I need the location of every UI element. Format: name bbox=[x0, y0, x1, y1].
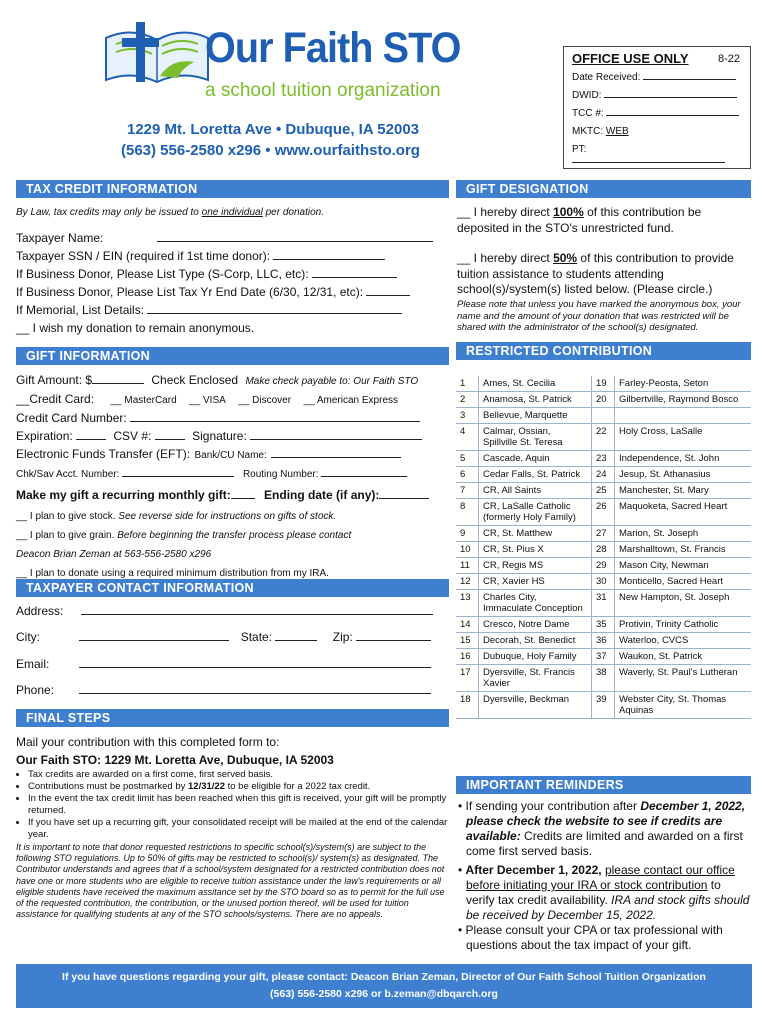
reminder-1-post: Credits are limited and awarded on a first come first served basis. bbox=[466, 829, 743, 858]
school-number: 10 bbox=[456, 542, 479, 558]
account-number-field[interactable] bbox=[122, 476, 234, 477]
business-type-row bbox=[16, 265, 436, 283]
account-number-label: Chk/Sav Acct. Number: bbox=[16, 469, 120, 480]
zip-label: Zip: bbox=[332, 630, 353, 644]
designation-row bbox=[456, 574, 751, 590]
school-name[interactable]: Mason City, Newman bbox=[615, 558, 752, 574]
org-name: Our Faith STO bbox=[205, 24, 461, 72]
email-row bbox=[16, 657, 431, 671]
reminder-1: • If sending your contribution after December 1, 2022, please check the website to see if credits are available: Credits are limited and awarded on a first come first served basis. bbox=[458, 799, 746, 858]
school-number: 15 bbox=[456, 633, 479, 649]
school-name[interactable]: Dubuque, Holy Family bbox=[479, 649, 592, 665]
designation-50[interactable] bbox=[457, 251, 749, 298]
school-number: 24 bbox=[592, 467, 615, 483]
designation-note: Please note that unless you have marked the anonymous box, your name and the amount of your donation that was restricted will be shared with the administrator of the school(s) designated. bbox=[457, 299, 741, 333]
school-number: 18 bbox=[456, 692, 479, 719]
school-number: 14 bbox=[456, 617, 479, 633]
address-row bbox=[16, 604, 433, 618]
ira-option[interactable]: __ I plan to donate using a required minimum distribution from my IRA. bbox=[16, 568, 329, 579]
gift-amount-field[interactable] bbox=[92, 383, 144, 384]
routing-number-label: Routing Number: bbox=[242, 469, 319, 480]
footer-bar bbox=[16, 964, 752, 1008]
org-address: 1229 Mt. Loretta Ave • Dubuque, IA 52003 bbox=[127, 121, 420, 138]
designation-row bbox=[456, 467, 751, 483]
reminder-2-underline: please contact our office before initiating your IRA or stock contribution bbox=[466, 863, 735, 892]
mail-address: Our Faith STO: 1229 Mt. Loretta Ave, Dubuque, IA 52003 bbox=[16, 753, 334, 767]
credit-card-option[interactable]: __Credit Card: bbox=[16, 392, 95, 406]
designation-row bbox=[456, 665, 751, 692]
school-number: 4 bbox=[456, 424, 479, 451]
mktc-label: MKTC: bbox=[572, 126, 604, 137]
designation-row bbox=[456, 451, 751, 467]
school-number: 7 bbox=[456, 483, 479, 499]
office-use-code: 8-22 bbox=[718, 53, 741, 65]
school-number: 19 bbox=[592, 376, 615, 392]
school-number: 6 bbox=[456, 467, 479, 483]
designation-100-pre: __ I hereby direct bbox=[457, 205, 554, 219]
memorial-row bbox=[16, 301, 436, 319]
designation-row bbox=[456, 499, 751, 526]
cc-number-field[interactable] bbox=[130, 421, 420, 422]
dwid-label: DWID: bbox=[572, 90, 602, 101]
school-number: 35 bbox=[592, 617, 615, 633]
reminder-2: • After December 1, 2022, please contact our office before initiating your IRA or stock contribution to verify tax credit availability. IRA and stock gifts should be received by December 15, 2022. bbox=[458, 863, 750, 922]
mktc-row bbox=[572, 126, 629, 137]
school-number: 13 bbox=[456, 590, 479, 617]
dwid-field[interactable] bbox=[604, 97, 737, 98]
phone-field[interactable] bbox=[79, 693, 431, 694]
pt-field[interactable] bbox=[572, 162, 725, 163]
restricted-heading: RESTRICTED CONTRIBUTION DESIGNATIONS bbox=[456, 342, 751, 360]
org-phone-web: (563) 556-2580 x296 • www.ourfaithsto.org bbox=[121, 142, 420, 159]
designation-row bbox=[456, 483, 751, 499]
tax-credit-heading: TAX CREDIT INFORMATION bbox=[16, 180, 449, 198]
csv-field[interactable] bbox=[155, 439, 185, 440]
final-bullet-3: • In the event the tax credit limit has been reached when this gift is received, your gift will be promptly returned. bbox=[28, 793, 448, 817]
gift-info-fields bbox=[16, 372, 442, 583]
taxpayer-name-field[interactable] bbox=[157, 241, 433, 242]
memorial-field[interactable] bbox=[147, 313, 402, 314]
date-received-field[interactable] bbox=[643, 79, 736, 80]
grain-option-label: __ I plan to give grain. bbox=[16, 530, 118, 541]
csv-label: CSV #: bbox=[113, 429, 152, 443]
school-name[interactable]: CR, St. Pius X bbox=[479, 542, 592, 558]
mail-instruction: Mail your contribution with this completed form to: bbox=[16, 735, 280, 749]
gift-amount-label: Gift Amount: $ bbox=[16, 373, 93, 387]
cc-number-label: Credit Card Number: bbox=[16, 411, 127, 425]
school-number: 3 bbox=[456, 408, 479, 424]
check-payable-note: Make check payable to: Our Faith STO bbox=[245, 376, 419, 387]
office-use-title: OFFICE USE ONLY bbox=[572, 51, 689, 66]
school-number: 22 bbox=[592, 424, 615, 451]
business-type-label: If Business Donor, Please List Type (S-Corp, LLC, etc): bbox=[16, 267, 309, 281]
school-name[interactable]: Anamosa, St. Patrick bbox=[479, 392, 592, 408]
visa-option[interactable]: __ VISA bbox=[189, 395, 226, 406]
school-name[interactable]: Webster City, St. Thomas Aquinas bbox=[615, 692, 752, 719]
business-year-row bbox=[16, 283, 436, 301]
grain-option[interactable] bbox=[16, 526, 442, 545]
reminder-1-bold: December 1, 2022, please check the website to see if credits are available: bbox=[466, 799, 746, 843]
school-name[interactable]: Marion, St. Joseph bbox=[615, 526, 752, 542]
footer-phone-email: (563) 556-2580 x296 or b.zeman@dbqarch.org bbox=[270, 988, 498, 1000]
school-name[interactable]: Cascade, Aquin bbox=[479, 451, 592, 467]
tcc-row bbox=[572, 108, 742, 119]
reminder-2-bold: After December 1, 2022, bbox=[465, 863, 602, 877]
school-name[interactable]: Gilbertville, Raymond Bosco bbox=[615, 392, 752, 408]
reminders-heading: IMPORTANT REMINDERS bbox=[456, 776, 751, 794]
designation-row bbox=[456, 590, 751, 617]
designation-row bbox=[456, 376, 751, 392]
school-name[interactable]: Dyersville, St. Francis Xavier bbox=[479, 665, 592, 692]
designation-row bbox=[456, 617, 751, 633]
dwid-row bbox=[572, 90, 742, 101]
signature-field[interactable] bbox=[250, 439, 422, 440]
recurring-gift-label: Make my gift a recurring monthly gift: bbox=[16, 488, 231, 502]
designation-row bbox=[456, 424, 751, 451]
school-number: 5 bbox=[456, 451, 479, 467]
tcc-field[interactable] bbox=[606, 115, 739, 116]
state-label: State: bbox=[240, 630, 273, 644]
grain-contact: Deacon Brian Zeman at 563-556-2580 x296 bbox=[16, 549, 212, 560]
designation-row bbox=[456, 649, 751, 665]
account-row bbox=[16, 465, 442, 485]
ssn-label: Taxpayer SSN / EIN (required if 1st time donor): bbox=[16, 249, 271, 263]
school-number: 12 bbox=[456, 574, 479, 590]
taxpayer-name-row bbox=[16, 229, 436, 247]
school-name[interactable]: Charles City, Immaculate Conception bbox=[479, 590, 592, 617]
check-enclosed-option[interactable]: Check Enclosed bbox=[151, 373, 239, 387]
ending-date-field[interactable] bbox=[379, 498, 429, 499]
law-note-pre: By Law, tax credits may only be issued to bbox=[16, 207, 202, 218]
school-name[interactable]: Monticello, Sacred Heart bbox=[615, 574, 752, 590]
business-year-label: If Business Donor, Please List Tax Yr End Date (6/30, 12/31, etc): bbox=[16, 285, 364, 299]
footer-contact: If you have questions regarding your gift, please contact: Deacon Brian Zeman, Director of Our Faith School Tuition Organization bbox=[62, 971, 706, 983]
amex-option[interactable]: __ American Express bbox=[303, 395, 399, 406]
logo bbox=[102, 18, 212, 88]
school-name[interactable]: Independence, St. John bbox=[615, 451, 752, 467]
zip-field[interactable] bbox=[356, 640, 431, 641]
school-number: 9 bbox=[456, 526, 479, 542]
tcc-label: TCC #: bbox=[572, 108, 604, 119]
school-number: 27 bbox=[592, 526, 615, 542]
gift-designation-heading: GIFT DESIGNATION bbox=[456, 180, 751, 198]
school-name[interactable]: New Hampton, St. Joseph bbox=[615, 590, 752, 617]
reminders-list bbox=[456, 799, 752, 953]
contact-heading: TAXPAYER CONTACT INFORMATION bbox=[16, 579, 449, 597]
school-name[interactable]: Cresco, Notre Dame bbox=[479, 617, 592, 633]
discover-option[interactable]: __ Discover bbox=[238, 395, 292, 406]
expiration-field[interactable] bbox=[76, 439, 106, 440]
grain-option-note: Before beginning the transfer process please contact bbox=[117, 530, 352, 541]
ssn-field[interactable] bbox=[273, 259, 385, 260]
designation-100-pct: 100% bbox=[553, 205, 584, 219]
school-name[interactable]: CR, LaSalle Catholic (formerly Holy Family) bbox=[479, 499, 592, 526]
signature-label: Signature: bbox=[192, 429, 247, 443]
mastercard-option[interactable]: __ MasterCard bbox=[110, 395, 177, 406]
school-number: 23 bbox=[592, 451, 615, 467]
school-name[interactable]: CR, All Saints bbox=[479, 483, 592, 499]
state-field[interactable] bbox=[275, 640, 317, 641]
recurring-row bbox=[16, 485, 442, 505]
memorial-label: If Memorial, List Details: bbox=[16, 303, 145, 317]
school-number: 16 bbox=[456, 649, 479, 665]
law-note-underline: one individual bbox=[201, 207, 263, 218]
school-number bbox=[592, 408, 615, 424]
routing-number-field[interactable] bbox=[321, 476, 407, 477]
school-name[interactable]: Maquoketa, Sacred Heart bbox=[615, 499, 752, 526]
school-number: 20 bbox=[592, 392, 615, 408]
final-bullets bbox=[16, 769, 448, 920]
reminder-2-italic: IRA and stock gifts should be received by December 15, 2022. bbox=[466, 893, 750, 922]
restriction-fine-print: It is important to note that donor requested restrictions to specific school(s)/system(s) are subject to the following STO regulations. Up to 50% of gifts may be restricted to school(s)/ system(s) as designated. The Contributor understands and agrees that if a school/system designated for a restricted contribution does not have one or more students who are eligible to receive tuition assistance under the law's requirements or all eligible students have received the maximum assitance set by the STO board so as to permit for the full use of the requested contribution, the contribution, or the unused portion thereof, will be used for tuition assistance for qualifying students at any of the STO schools/systems. There are no appeals. bbox=[16, 842, 445, 920]
school-number: 1 bbox=[456, 376, 479, 392]
school-number: 11 bbox=[456, 558, 479, 574]
reminder-1-pre: If sending your contribution after bbox=[465, 799, 641, 813]
reminder-3: • Please consult your CPA or tax professional with questions about the tax impact of your gift. bbox=[458, 923, 723, 952]
designation-row bbox=[456, 542, 751, 558]
school-name[interactable]: Waverly, St. Paul's Lutheran bbox=[615, 665, 752, 692]
eft-label: Electronic Funds Transfer (EFT): bbox=[16, 447, 191, 461]
phone-label: Phone: bbox=[16, 683, 55, 697]
org-tagline: a school tuition organization bbox=[205, 80, 441, 101]
pt-row bbox=[572, 144, 742, 166]
law-note-post: per donation. bbox=[262, 207, 324, 218]
law-note bbox=[16, 207, 324, 218]
final-bullet-2-pre: Contributions must be postmarked by bbox=[28, 781, 188, 792]
date-received-label: Date Received: bbox=[572, 72, 641, 83]
recurring-gift-field[interactable] bbox=[231, 498, 255, 499]
school-number: 28 bbox=[592, 542, 615, 558]
designation-row bbox=[456, 692, 751, 719]
mktc-value: WEB bbox=[605, 126, 629, 137]
school-number: 39 bbox=[592, 692, 615, 719]
designation-row bbox=[456, 392, 751, 408]
designation-row bbox=[456, 558, 751, 574]
school-number: 37 bbox=[592, 649, 615, 665]
phone-row bbox=[16, 683, 431, 697]
bank-name-label: Bank/CU Name: bbox=[194, 450, 267, 461]
school-number: 26 bbox=[592, 499, 615, 526]
school-name[interactable]: Marshalltown, St. Francis bbox=[615, 542, 752, 558]
stock-option-label: __ I plan to give stock. bbox=[16, 511, 119, 522]
school-name[interactable]: Holy Cross, LaSalle bbox=[615, 424, 752, 451]
designation-row bbox=[456, 633, 751, 649]
eft-row bbox=[16, 445, 442, 465]
school-name[interactable]: Calmar, Ossian, Spillville St. Teresa bbox=[479, 424, 592, 451]
school-name[interactable]: Jesup, St. Athanasius bbox=[615, 467, 752, 483]
designation-100-post: of this contribution be deposited in the STO's unrestricted fund. bbox=[457, 205, 702, 235]
email-field[interactable] bbox=[79, 667, 431, 668]
school-name[interactable]: Bellevue, Marquette bbox=[479, 408, 592, 424]
school-name[interactable]: CR, Regis MS bbox=[479, 558, 592, 574]
final-bullet-2-post: to be eligible for a 2022 tax credit. bbox=[224, 781, 371, 792]
city-label: City: bbox=[16, 630, 40, 644]
restricted-table-wrap bbox=[456, 376, 751, 719]
school-number: 29 bbox=[592, 558, 615, 574]
school-number: 25 bbox=[592, 483, 615, 499]
ssn-row bbox=[16, 247, 436, 265]
restricted-table bbox=[456, 376, 751, 719]
school-name[interactable]: Cedar Falls, St. Patrick bbox=[479, 467, 592, 483]
school-name[interactable]: Farley-Peosta, Seton bbox=[615, 376, 752, 392]
reminder-2-post: to verify tax credit availability. bbox=[466, 878, 721, 907]
designation-100[interactable] bbox=[457, 205, 749, 236]
school-name[interactable]: Waterloo, CVCS bbox=[615, 633, 752, 649]
city-row bbox=[16, 630, 431, 644]
designation-row bbox=[456, 526, 751, 542]
stock-option-note: See reverse side for instructions on gifts of stock. bbox=[118, 511, 337, 522]
expiration-row bbox=[16, 427, 442, 445]
final-bullet-2 bbox=[28, 781, 448, 793]
school-name[interactable] bbox=[615, 408, 752, 424]
ending-date-label: Ending date (if any): bbox=[264, 488, 380, 502]
designation-50-post: of this contribution to provide tuition assistance to students attending school(s)/system(s) listed below. (Please circle.) bbox=[457, 251, 734, 296]
school-name[interactable]: Ames, St. Cecilia bbox=[479, 376, 592, 392]
school-name[interactable]: Dyersville, Beckman bbox=[479, 692, 592, 719]
taxpayer-name-label: Taxpayer Name: bbox=[16, 231, 104, 245]
school-number: 31 bbox=[592, 590, 615, 617]
address-label: Address: bbox=[16, 604, 64, 618]
anonymous-option[interactable]: __ I wish my donation to remain anonymous. bbox=[16, 321, 255, 335]
school-name[interactable]: CR, St. Matthew bbox=[479, 526, 592, 542]
city-field[interactable] bbox=[79, 640, 229, 641]
business-type-field[interactable] bbox=[312, 277, 397, 278]
address-field[interactable] bbox=[81, 614, 433, 615]
final-bullet-2-date: 12/31/22 bbox=[188, 781, 225, 792]
stock-option[interactable] bbox=[16, 507, 442, 526]
final-bullet-1: • Tax credits are awarded on a first come, first served basis. bbox=[28, 769, 448, 781]
credit-card-row bbox=[16, 390, 442, 409]
school-number: 30 bbox=[592, 574, 615, 590]
school-name[interactable]: CR, Xavier HS bbox=[479, 574, 592, 590]
school-name[interactable]: Decorah, St. Benedict bbox=[479, 633, 592, 649]
designation-row bbox=[456, 408, 751, 424]
final-bullet-4: • If you have set up a recurring gift, your consolidated receipt will be mailed at the end of the calendar year. bbox=[28, 817, 448, 841]
school-name[interactable]: Manchester, St. Mary bbox=[615, 483, 752, 499]
expiration-label: Expiration: bbox=[16, 429, 73, 443]
gift-info-heading: GIFT INFORMATION bbox=[16, 347, 449, 365]
date-received-row bbox=[572, 72, 742, 83]
tax-credit-fields bbox=[16, 229, 436, 337]
gift-amount-row bbox=[16, 372, 442, 390]
school-name[interactable]: Protivin, Trinity Catholic bbox=[615, 617, 752, 633]
cc-number-row bbox=[16, 409, 442, 427]
designation-50-pre: __ I hereby direct bbox=[457, 251, 554, 265]
school-number: 17 bbox=[456, 665, 479, 692]
school-number: 2 bbox=[456, 392, 479, 408]
bank-name-field[interactable] bbox=[271, 457, 401, 458]
school-number: 38 bbox=[592, 665, 615, 692]
final-steps-heading: FINAL STEPS bbox=[16, 709, 449, 727]
school-number: 8 bbox=[456, 499, 479, 526]
school-number: 36 bbox=[592, 633, 615, 649]
designation-50-pct: 50% bbox=[553, 251, 578, 265]
business-year-field[interactable] bbox=[366, 295, 410, 296]
school-name[interactable]: Waukon, St. Patrick bbox=[615, 649, 752, 665]
email-label: Email: bbox=[16, 657, 50, 671]
pt-label: PT: bbox=[572, 144, 587, 155]
